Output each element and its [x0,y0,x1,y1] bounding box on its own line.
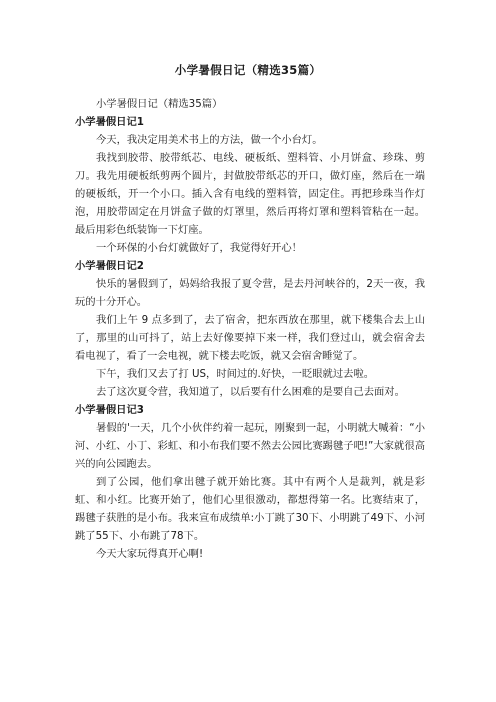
paragraph: 快乐的暑假到了，妈妈给我报了夏令营，是去丹河峡谷的，2天一夜，我玩的十分开心。 [75,278,425,308]
paragraph: 今天，我决定用美术书上的方法，做一个小台灯。 [96,134,323,146]
document-body [75,95,425,563]
paragraph: 我找到胶带、胶带纸芯、电线、硬板纸、塑料管、小月饼盒、珍珠、剪刀。我先用硬板纸剪两个圆片，封做胶带纸芯的开口，做灯座，然后在一端的硬板纸，开一个小口。插入含有电线的塑料管，固定住。再把珍珠当作灯泡，用胶带固定在月饼盒子做的灯罩里，然后再将灯罩和塑料管粘在一起。最后用彩色纸装饰一下灯座。 [75,152,425,236]
document-subtitle: 小学暑假日记（精选35篇） [96,98,223,110]
paragraph: 我们上午 9 点多到了，去了宿舍，把东西放在那里，就下楼集合去上山了，那里的山可抖了，站上去好像要掉下来一样，我们登过山，就会宿舍去看电视了，看了一会电视，就下楼去吃饭，就又会宿舍睡觉了。 [75,314,425,362]
section-heading: 小学暑假日记3 [75,404,144,416]
paragraph: 到了公园，他们拿出毽子就开始比赛。其中有两个人是裁判，就是彩虹、和小红。比赛开始了，他们心里很激动，都想得第一名。比赛结束了，踢毽子获胜的是小布。我来宣布成绩单:小丁跳了30下、小明跳了49下、小河跳了55下、小布跳了78下。 [75,476,425,542]
paragraph: 暑假的'一天，几个小伙伴约着一起玩，刚聚到一起，小明就大喊着：“小河、小红、小丁、彩虹、和小布我们要不然去公园比赛踢毽子吧!”大家就很高兴的向公园跑去。 [75,422,425,470]
paragraph: 一个环保的小台灯就做好了，我觉得好开心！ [96,242,302,254]
paragraph: 去了这次夏令营，我知道了，以后要有什么困难的是要自己去面对。 [96,386,405,398]
document-title: 小学暑假日记（精选35篇） [174,63,322,77]
paragraph: 今天大家玩得真开心啊! [96,548,204,560]
section-heading: 小学暑假日记2 [75,260,144,272]
paragraph: 下午，我们又去了打 US，时间过的.好快，一眨眼就过去啦。 [96,368,375,380]
section-heading: 小学暑假日记1 [75,116,144,128]
